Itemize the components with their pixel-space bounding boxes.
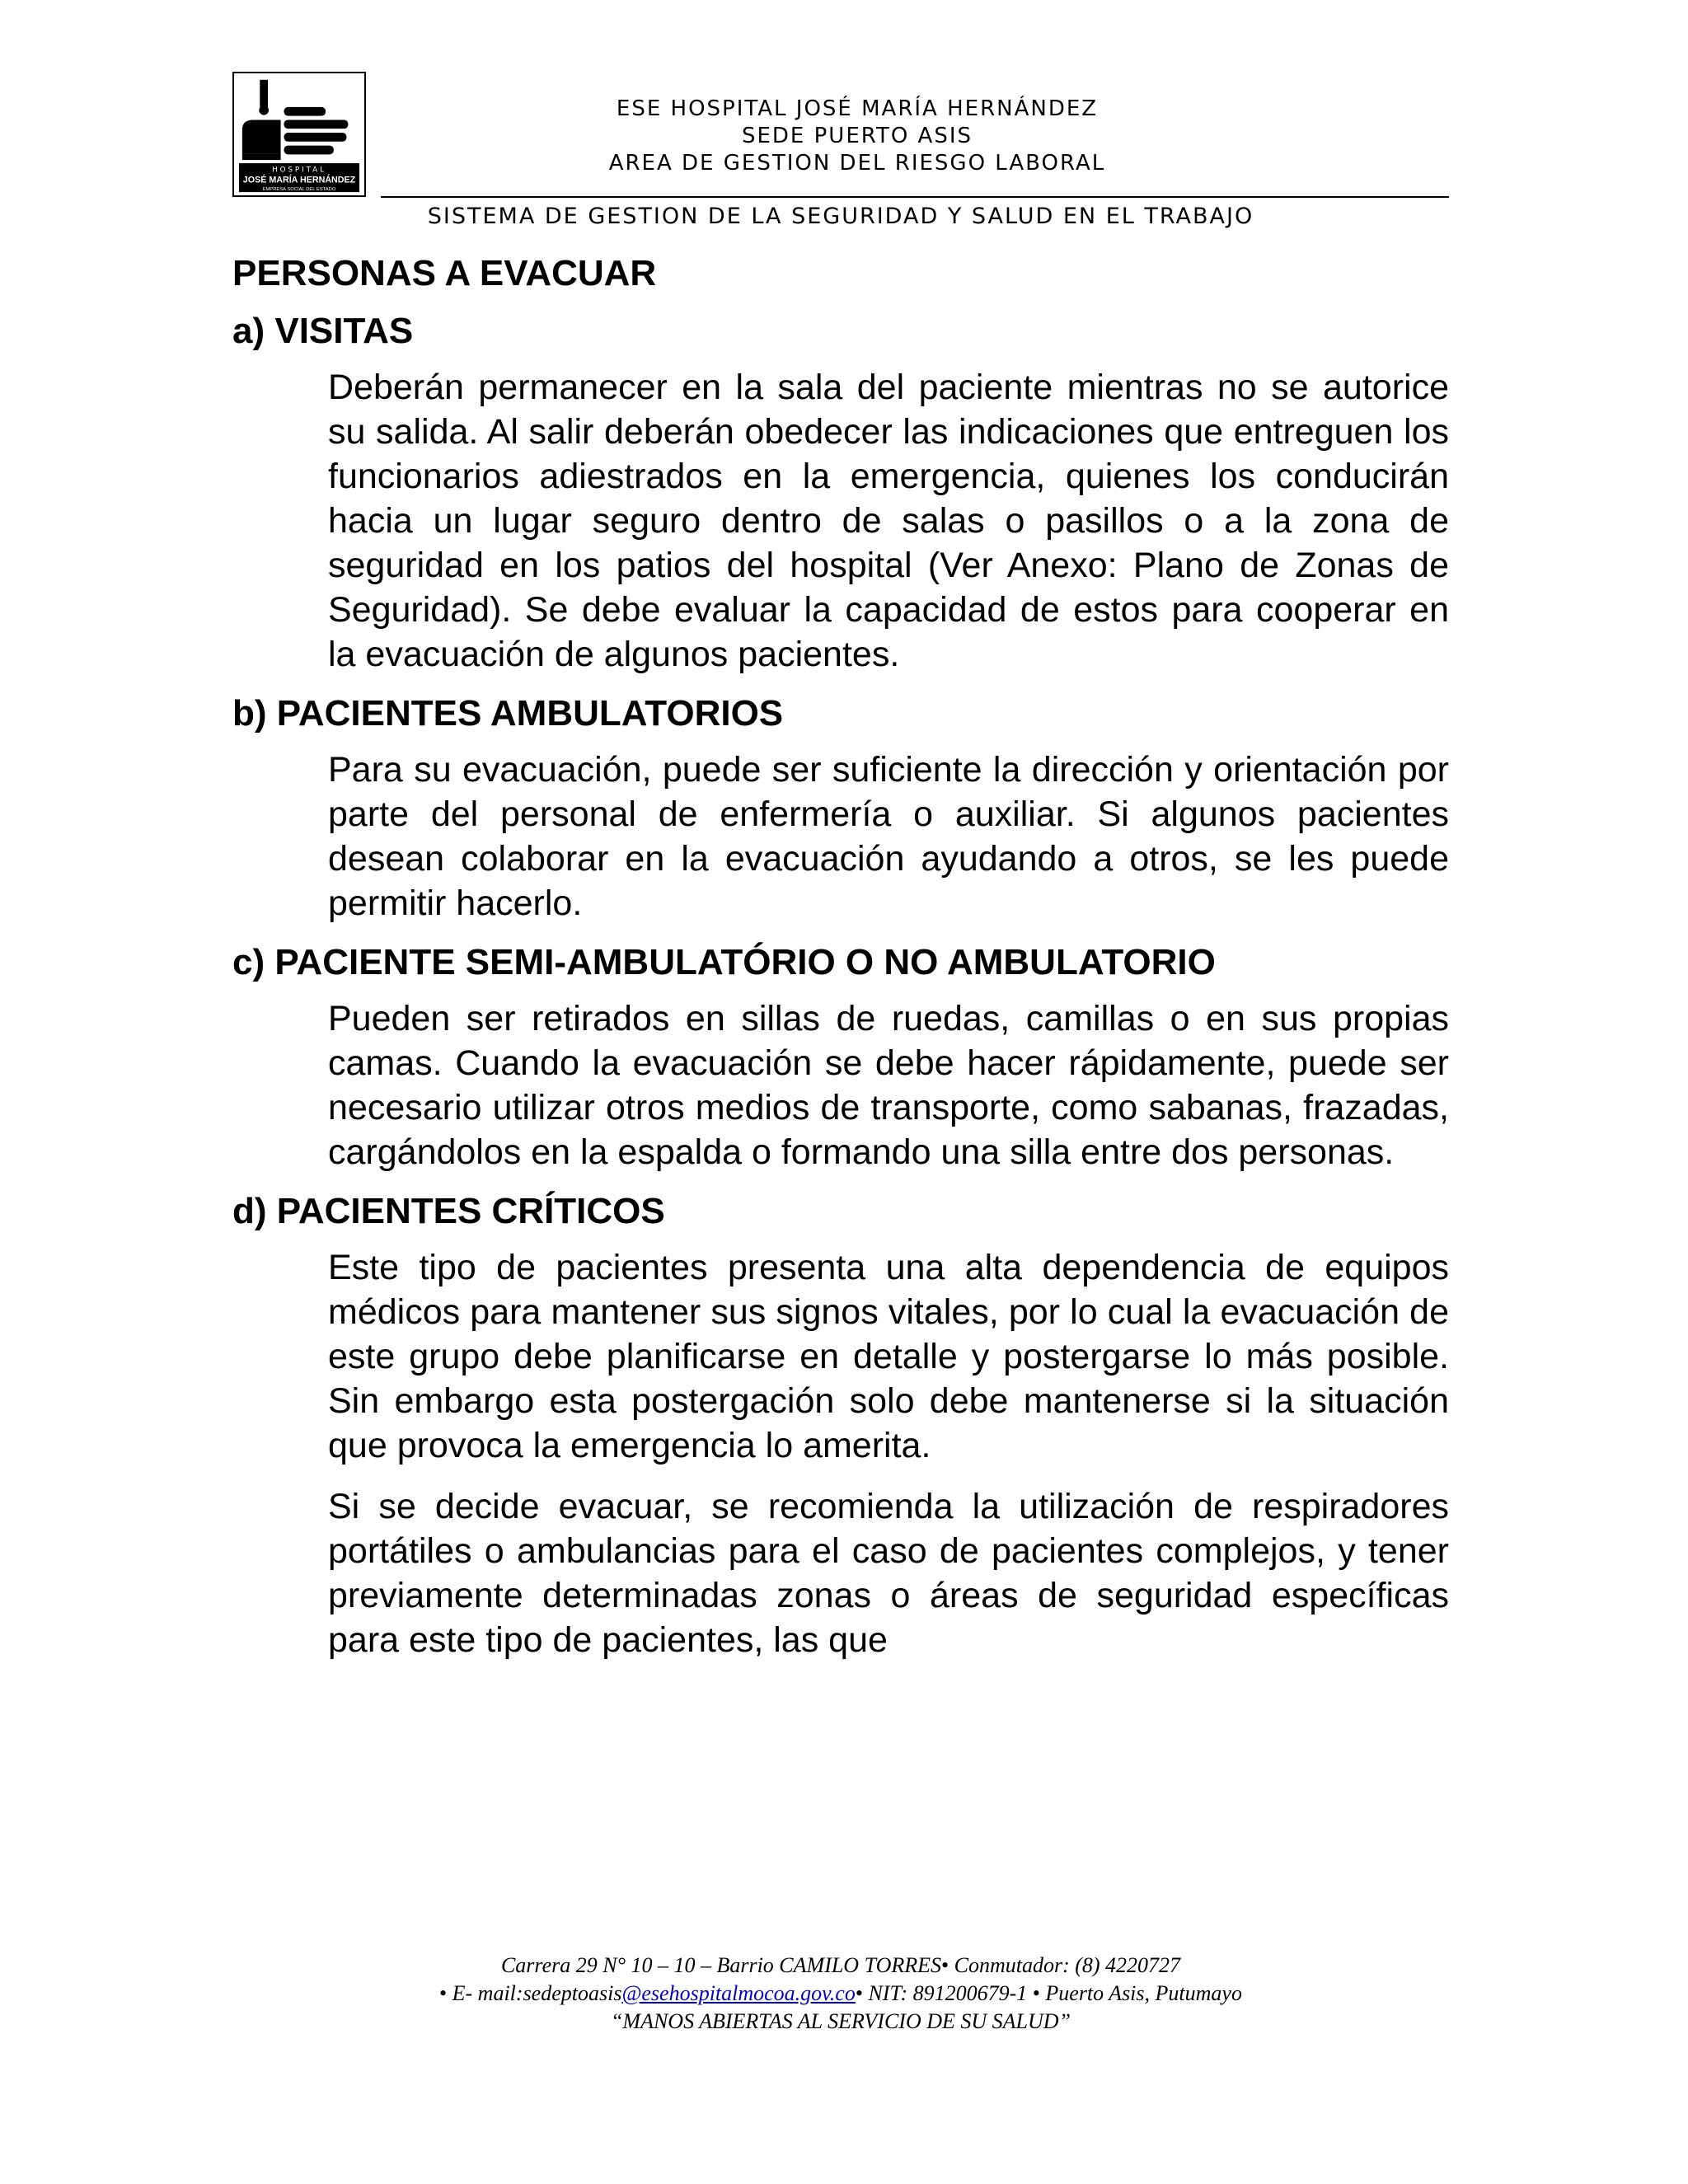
section-paragraph: Si se decide evacuar, se recomienda la utilización de respiradores portátiles o ambulancias para el caso de pacientes complejos, y tener previamente determinadas zonas o áreas de seguridad específicas para este tipo de pacientes, las que — [328, 1487, 1449, 1660]
document-body — [232, 251, 1449, 1662]
hospital-logo — [232, 72, 366, 197]
section-paragraph: Pueden ser retirados en sillas de ruedas, camillas o en sus propias camas. Cuando la evacuación se debe hacer rápidamente, puede ser necesario utilizar otros medios de transporte, como sabanas, frazadas, cargándolos en la espalda o formando una silla entre dos personas. — [328, 999, 1449, 1172]
section-paragraph: Este tipo de pacientes presenta una alta dependencia de equipos médicos para mantener sus signos vitales, por lo cual la evacuación de este grupo debe planificarse en detalle y postergarse lo más posible. Sin embargo esta postergación solo debe mantenerse si la situación que provoca la emergencia lo amerita. — [328, 1248, 1449, 1465]
footer-line-1 — [232, 1952, 1449, 1980]
hospital-name: ESE HOSPITAL JOSÉ MARÍA HERNÁNDEZ — [616, 96, 1099, 121]
section-heading-ambulatorios: b) PACIENTES AMBULATORIOS — [232, 693, 784, 733]
logo-line1: HOSPITAL — [272, 166, 326, 175]
hand-logo-icon — [234, 73, 364, 195]
logo-line3: EMPRESA SOCIAL DEL ESTADO — [262, 187, 336, 193]
document-title: PERSONAS A EVACUAR — [232, 253, 657, 293]
section-heading-semi-ambulatorio: c) PACIENTE SEMI-AMBULATÓRIO O NO AMBULATORIO — [232, 942, 1216, 982]
footer-line-2 — [232, 1980, 1449, 2008]
bullet-icon: • — [1032, 1981, 1040, 2005]
header-divider — [381, 196, 1449, 198]
section-paragraph: Para su evacuación, puede ser suficiente la dirección y orientación por parte del personal de enfermería o auxiliar. Si algunos pacientes desean colaborar en la evacuación ayudando a otros, se les puede permitir hacerlo. — [328, 750, 1449, 923]
section-heading-criticos: d) PACIENTES CRÍTICOS — [232, 1191, 665, 1231]
footer-nit: NIT: 891200679-1 — [862, 1981, 1033, 2005]
footer-city: Puerto Asis, Putumayo — [1039, 1981, 1242, 2005]
footer-email-label: E- mail:sedeptoasis — [447, 1981, 622, 2005]
bullet-icon: • — [439, 1981, 448, 2005]
header-text-block — [379, 96, 1335, 177]
bullet-icon: • — [941, 1953, 950, 1977]
site-name: SEDE PUERTO ASIS — [741, 124, 973, 148]
system-name: SISTEMA DE GESTION DE LA SEGURIDAD Y SALUD EN EL TRABAJO — [427, 204, 1254, 229]
footer-motto: “MANOS ABIERTAS AL SERVICIO DE SU SALUD” — [610, 2009, 1071, 2033]
footer-email-link[interactable]: @esehospitalmocoa.gov.co — [621, 1981, 856, 2005]
logo-line2: JOSÉ MARÍA HERNÁNDEZ — [242, 175, 356, 185]
bullet-icon: • — [855, 1981, 863, 2005]
footer-phone: Conmutador: (8) 4220727 — [949, 1953, 1181, 1977]
footer-address: Carrera 29 N° 10 – 10 – Barrio CAMILO TORRES — [500, 1953, 941, 1977]
area-name: AREA DE GESTION DEL RIESGO LABORAL — [608, 151, 1106, 176]
page-footer — [232, 1952, 1449, 2036]
section-paragraph: Deberán permanecer en la sala del paciente mientras no se autorice su salida. Al salir deberán obedecer las indicaciones que entreguen los funcionarios adiestrados en la emergencia, quienes los conducirán hacia un lugar seguro dentro de salas o pasillos o a la zona de seguridad en los patios del hospital (Ver Anexo: Plano de Zonas de Seguridad). Se debe evaluar la capacidad de estos para cooperar en la evacuación de algunos pacientes. — [328, 368, 1449, 674]
section-heading-visitas: a) VISITAS — [232, 311, 414, 351]
